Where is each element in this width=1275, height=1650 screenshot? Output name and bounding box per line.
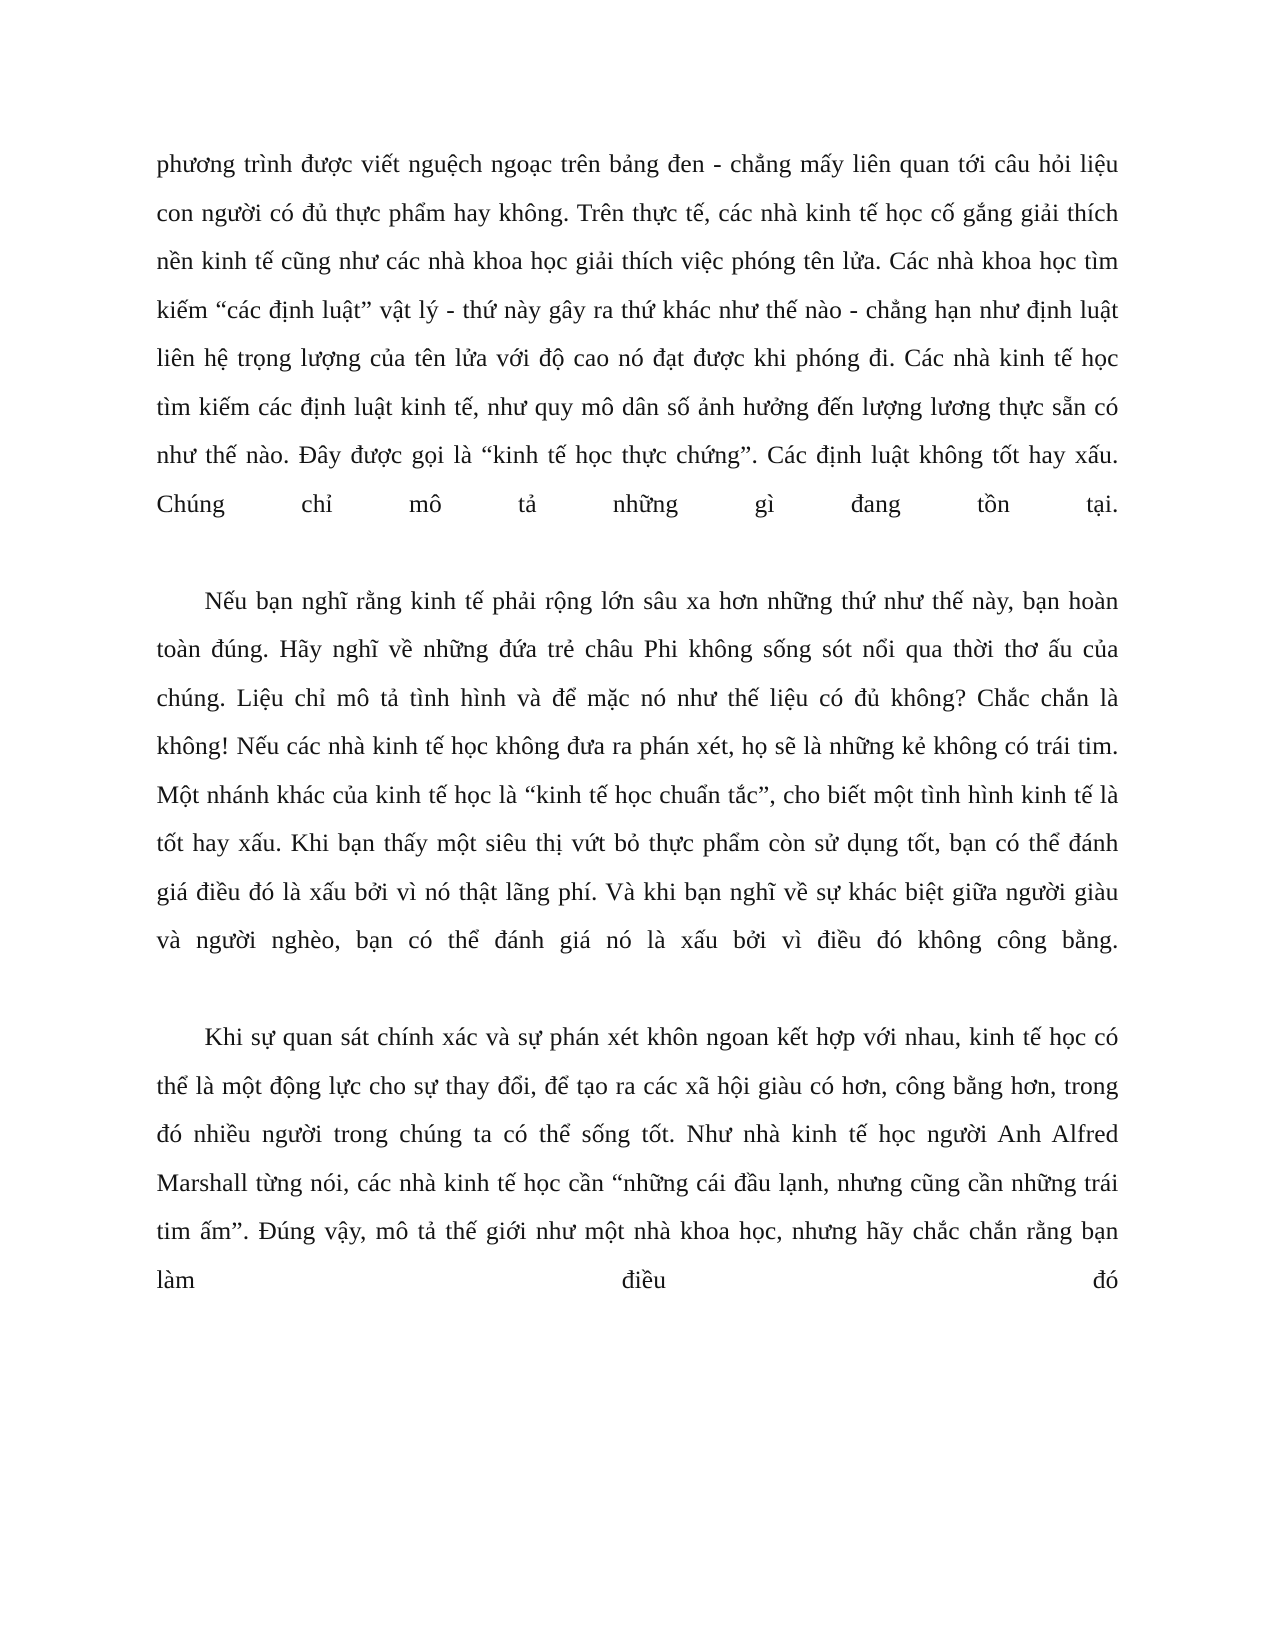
paragraph-2: Nếu bạn nghĩ rằng kinh tế phải rộng lớn sâu xa hơn những thứ như thế này, bạn hoàn toàn đúng. Hãy nghĩ về những đứa trẻ châu Phi không sống sót nổi qua thời thơ ấu của chúng. Liệu chỉ mô tả tình hình và để mặc nó như thế liệu có đủ không? Chắc chắn là không! Nếu các nhà kinh tế học không đưa ra phán xét, họ sẽ là những kẻ không có trái tim. Một nhánh khác của kinh tế học là “kinh tế học chuẩn tắc”, cho biết một tình hình kinh tế là tốt hay xấu. Khi bạn thấy một siêu thị vứt bỏ thực phẩm còn sử dụng tốt, bạn có thể đánh giá điều đó là xấu bởi vì nó thật lãng phí. Và khi bạn nghĩ về sự khác biệt giữa người giàu và người nghèo, bạn có thể đánh giá nó là xấu bởi vì điều đó không công bằng. [156, 585, 1119, 954]
page-body-text [157, 140, 1119, 1353]
paragraph-1: phương trình được viết nguệch ngoạc trên bảng đen - chẳng mấy liên quan tới câu hỏi liệu con người có đủ thực phẩm hay không. Trên thực tế, các nhà kinh tế học cố gắng giải thích nền kinh tế cũng như các nhà khoa học giải thích việc phóng tên lửa. Các nhà khoa học tìm kiếm “các định luật” vật lý - thứ này gây ra thứ khác như thế nào - chẳng hạn như định luật liên hệ trọng lượng của tên lửa với độ cao nó đạt được khi phóng đi. Các nhà kinh tế học tìm kiếm các định luật kinh tế, như quy mô dân số ảnh hưởng đến lượng lương thực sẵn có như thế nào. Đây được gọi là “kinh tế học thực chứng”. Các định luật không tốt hay xấu. Chúng chỉ mô tả những gì đang tồn tại. [156, 149, 1119, 518]
paragraph-3: Khi sự quan sát chính xác và sự phán xét khôn ngoan kết hợp với nhau, kinh tế học có thể là một động lực cho sự thay đổi, để tạo ra các xã hội giàu có hơn, công bằng hơn, trong đó nhiều người trong chúng ta có thể sống tốt. Như nhà kinh tế học người Anh Alfred Marshall từng nói, các nhà kinh tế học cần “những cái đầu lạnh, nhưng cũng cần những trái tim ấm”. Đúng vậy, mô tả thế giới như một nhà khoa học, nhưng hãy chắc chắn rằng bạn làm điều đó [156, 1022, 1119, 1294]
